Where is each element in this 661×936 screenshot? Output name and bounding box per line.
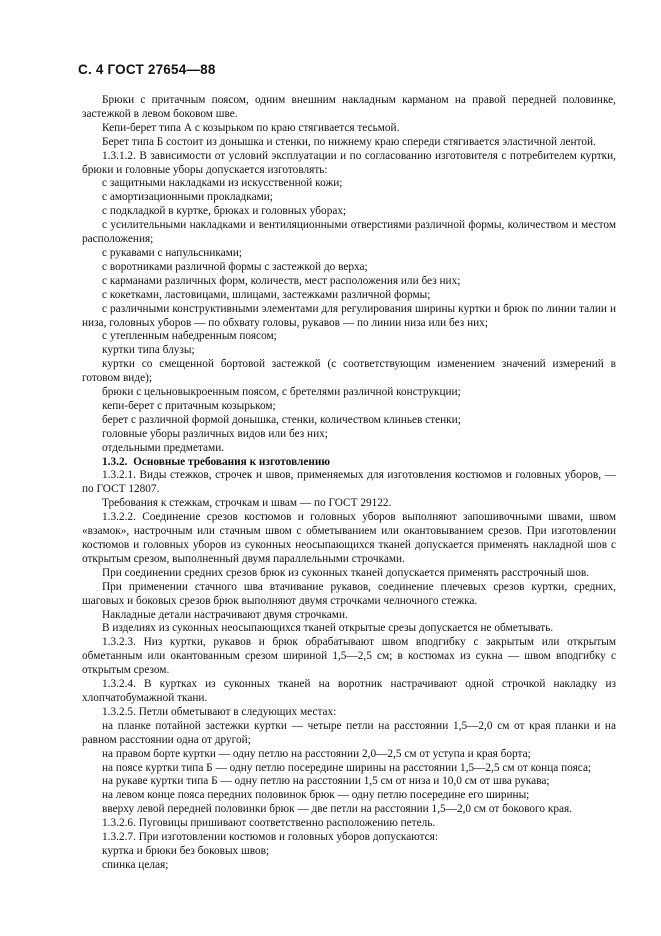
- list-item: брюки с цельновыкроенным поясом, с бретелями различной конструкции;: [102, 386, 461, 399]
- list-item: куртка и брюки без боковых швов;: [102, 844, 270, 857]
- paragraph: При соединении средних срезов брюк из суконных тканей допускается применять расстрочный шов.: [102, 566, 590, 579]
- list-item: на правом борте куртки — одну петлю на расстоянии 2,0—2,5 см от уступа и края борта;: [102, 747, 531, 760]
- list-item: с утепленным набедренным поясом;: [102, 330, 277, 343]
- list-item: с кокетками, ластовицами, шлицами, застежками различной формы;: [102, 288, 431, 301]
- paragraph: 1.3.2.1. Виды стежков, строчек и швов, применяемых для изготовления костюмов и головных уборов, — по ГОСТ 12807.: [82, 469, 616, 496]
- paragraph: В изделиях из суконных неосыпающихся тканей открытые срезы допускается не обметывать.: [102, 622, 554, 635]
- list-item: на поясе куртки типа Б — одну петлю посередине ширины на расстоянии 1,5—2,5 см от конца пояса;: [102, 761, 592, 774]
- list-item: вверху левой передней половинки брюк — две петли на расстоянии 1,5—2,0 см от бокового края.: [102, 803, 573, 816]
- list-item: с амортизационными прокладками;: [102, 191, 273, 204]
- list-item: с рукавами с напульсниками;: [102, 246, 243, 259]
- paragraph: Брюки с притачным поясом, одним внешним накладным карманом на правой передней половинке, застежкой в левом боковом шве.: [82, 94, 616, 120]
- paragraph: 1.3.2.7. При изготовлении костюмов и головных уборов допускаются:: [102, 831, 438, 844]
- list-item: головные уборы различных видов или без них;: [102, 427, 328, 440]
- page-header: С. 4 ГОСТ 27654—88: [78, 62, 216, 77]
- list-item: куртки со смещенной бортовой застежкой (с соответствующим изменением значений измерений в готовом виде);: [82, 358, 616, 385]
- paragraph: 1.3.2.3. Низ куртки, рукавов и брюк обрабатывают швом вподгибку с закрытым или открытым обметанным или окантованным срезом шириной 1,5—2,5 см; в костюмах из сукна — швом вподгибку с открытым срезом.: [82, 636, 616, 677]
- section-title: Основные требования к изготовлению: [133, 455, 331, 468]
- list-item: спинка целая;: [102, 858, 169, 871]
- paragraph: 1.3.2.4. В куртках из суконных тканей на воротник настрачивают одной строчкой накладку из хлопчатобумажной ткани.: [82, 678, 616, 704]
- list-item: с карманами различных форм, количеств, мест расположения или без них;: [102, 274, 461, 287]
- list-item: с защитными накладками из искусственной кожи;: [102, 177, 343, 190]
- list-item: куртки типа блузы;: [102, 344, 195, 357]
- list-item: с воротниками различной формы с застежкой до верха;: [102, 260, 368, 273]
- section-heading: [82, 456, 616, 470]
- paragraph: 1.3.1.2. В зависимости от условий эксплуатации и по согласованию изготовителя с потребителем куртки, брюки и головные уборы допускается изготовлять:: [82, 149, 616, 176]
- list-item: кепи-берет с притачным козырьком;: [102, 399, 276, 412]
- list-item: с усилительными накладками и вентиляционными отверстиями различной формы, количеством и местом расположения;: [82, 219, 616, 246]
- paragraph: 1.3.2.2. Соединение срезов костюмов и головных уборов выполняют запошивочными швами, швом «взамок», настрочным или стачным швом с обметыванием или окантовыванием срезов. При изготовлении костюмов и головных уборов из суконных неосыпающихся тканей допускается применять накладной шов с открытым срезом, выполненный двумя параллельными строчками.: [82, 511, 616, 565]
- list-item: на левом конце пояса передних половинок брюк — одну петлю посередине его ширины;: [102, 789, 530, 802]
- document-body: [82, 94, 616, 873]
- paragraph: 1.3.2.5. Петли обметывают в следующих местах:: [102, 705, 337, 718]
- list-item: с подкладкой в куртке, брюках и головных уборах;: [102, 205, 347, 218]
- paragraph: Кепи-берет типа А с козырьком по краю стягивается тесьмой.: [102, 121, 400, 134]
- list-item: на рукаве куртки типа Б — одну петлю на расстоянии 1,5 см от низа и 10,0 см от шва рукава;: [102, 775, 550, 788]
- paragraph: 1.3.2.6. Пуговицы пришивают соответственно расположению петель.: [102, 817, 436, 830]
- section-number: 1.3.2.: [102, 455, 128, 468]
- paragraph: Накладные детали настрачивают двумя строчками.: [102, 608, 348, 621]
- paragraph: Требования к стежкам, строчкам и швам — по ГОСТ 29122.: [102, 497, 392, 510]
- list-item: отдельными предметами.: [102, 441, 225, 454]
- paragraph: Берет типа Б состоит из донышка и стенки, по нижнему краю спереди стягивается эластичной лентой.: [102, 135, 596, 148]
- list-item: с различными конструктивными элементами для регулирования ширины куртки и брюк по линии талии и низа, головных уборов — по обхвату головы, рукавов — по линии низа или без них;: [82, 302, 616, 329]
- list-item: берет с различной формой донышка, стенки, количеством клиньев стенки;: [102, 413, 461, 426]
- list-item: на планке потайной застежки куртки — четыре петли на расстоянии 1,5—2,0 см от края планки и на равном расстоянии одна от другой;: [82, 719, 616, 746]
- paragraph: При применении стачного шва втачивание рукавов, соединение плечевых срезов куртки, средних, шаговых и боковых срезов брюк выполняют двумя строчками челночного стежка.: [82, 580, 616, 607]
